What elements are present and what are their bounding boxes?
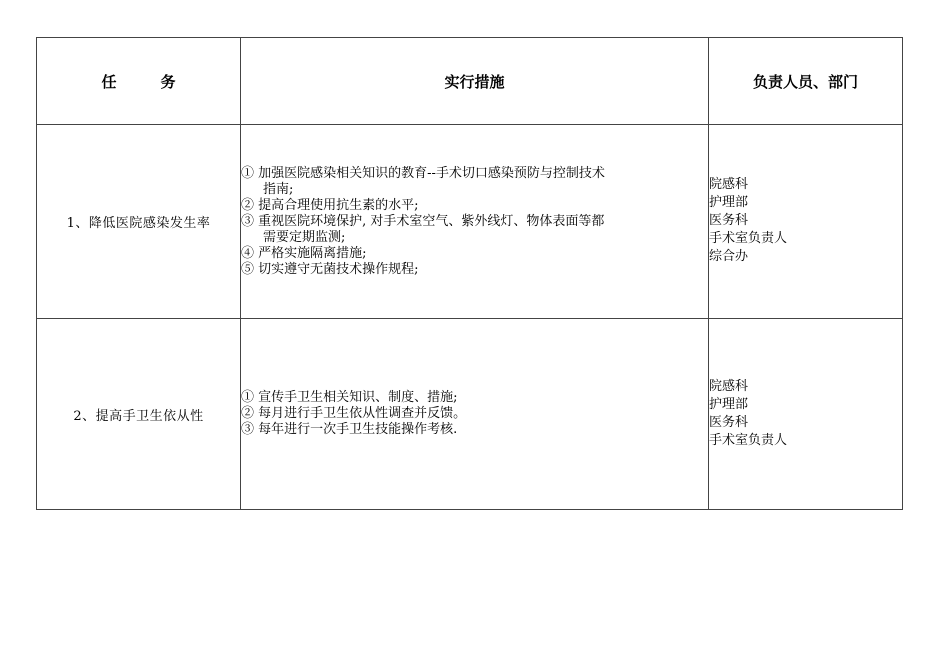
measures-cell (241, 319, 709, 510)
measure-item: ④ 严格实施隔离措施; (241, 245, 367, 261)
task-cell: 1、降低医院感染发生率 (37, 125, 241, 319)
header-task-char1: 任 (101, 72, 117, 91)
header-responsible: 负责人员、部门 (709, 38, 903, 125)
header-task-char2: 务 (160, 72, 176, 91)
work-plan-table (36, 37, 903, 510)
measure-item: ② 提高合理使用抗生素的水平; (241, 197, 419, 213)
measures-cell (241, 125, 709, 319)
measure-item: ③ 每年进行一次手卫生技能操作考核. (241, 422, 458, 437)
measure-item: ② 每月进行手卫生依从性调查并反馈。 (241, 406, 467, 421)
responsible-dept: 护理部 (709, 195, 749, 210)
measure-item: ⑤ 切实遵守无菌技术操作规程; (241, 261, 419, 277)
header-task (37, 38, 241, 125)
responsible-dept: 护理部 (709, 396, 749, 412)
table-header-row (37, 38, 903, 125)
task-cell: 2、提高手卫生依从性 (37, 319, 241, 510)
responsible-dept: 院感科 (709, 177, 749, 192)
responsible-dept: 手术室负责人 (709, 432, 788, 448)
responsible-dept: 医务科 (709, 213, 749, 228)
table-row (37, 319, 903, 510)
responsible-list (709, 176, 902, 266)
measure-item: ① 加强医院感染相关知识的教育--手术切口感染预防与控制技术 (241, 165, 605, 181)
responsible-dept: 手术室负责人 (709, 231, 788, 246)
responsible-dept: 综合办 (709, 249, 749, 264)
measure-item: ③ 重视医院环境保护, 对手术室空气、紫外线灯、物体表面等都 (241, 213, 605, 229)
header-measures: 实行措施 (241, 38, 709, 125)
measure-item-continuation: 指南; (263, 181, 294, 197)
measure-item: ① 宣传手卫生相关知识、制度、措施; (241, 390, 458, 405)
table-row (37, 125, 903, 319)
responsible-dept: 院感科 (709, 378, 749, 394)
measures-list (241, 166, 708, 278)
responsible-list (709, 378, 902, 450)
measure-item-continuation: 需要定期监测; (263, 229, 346, 245)
responsible-cell (709, 319, 903, 510)
responsible-dept: 医务科 (709, 414, 749, 430)
measures-list (241, 390, 708, 438)
responsible-cell (709, 125, 903, 319)
